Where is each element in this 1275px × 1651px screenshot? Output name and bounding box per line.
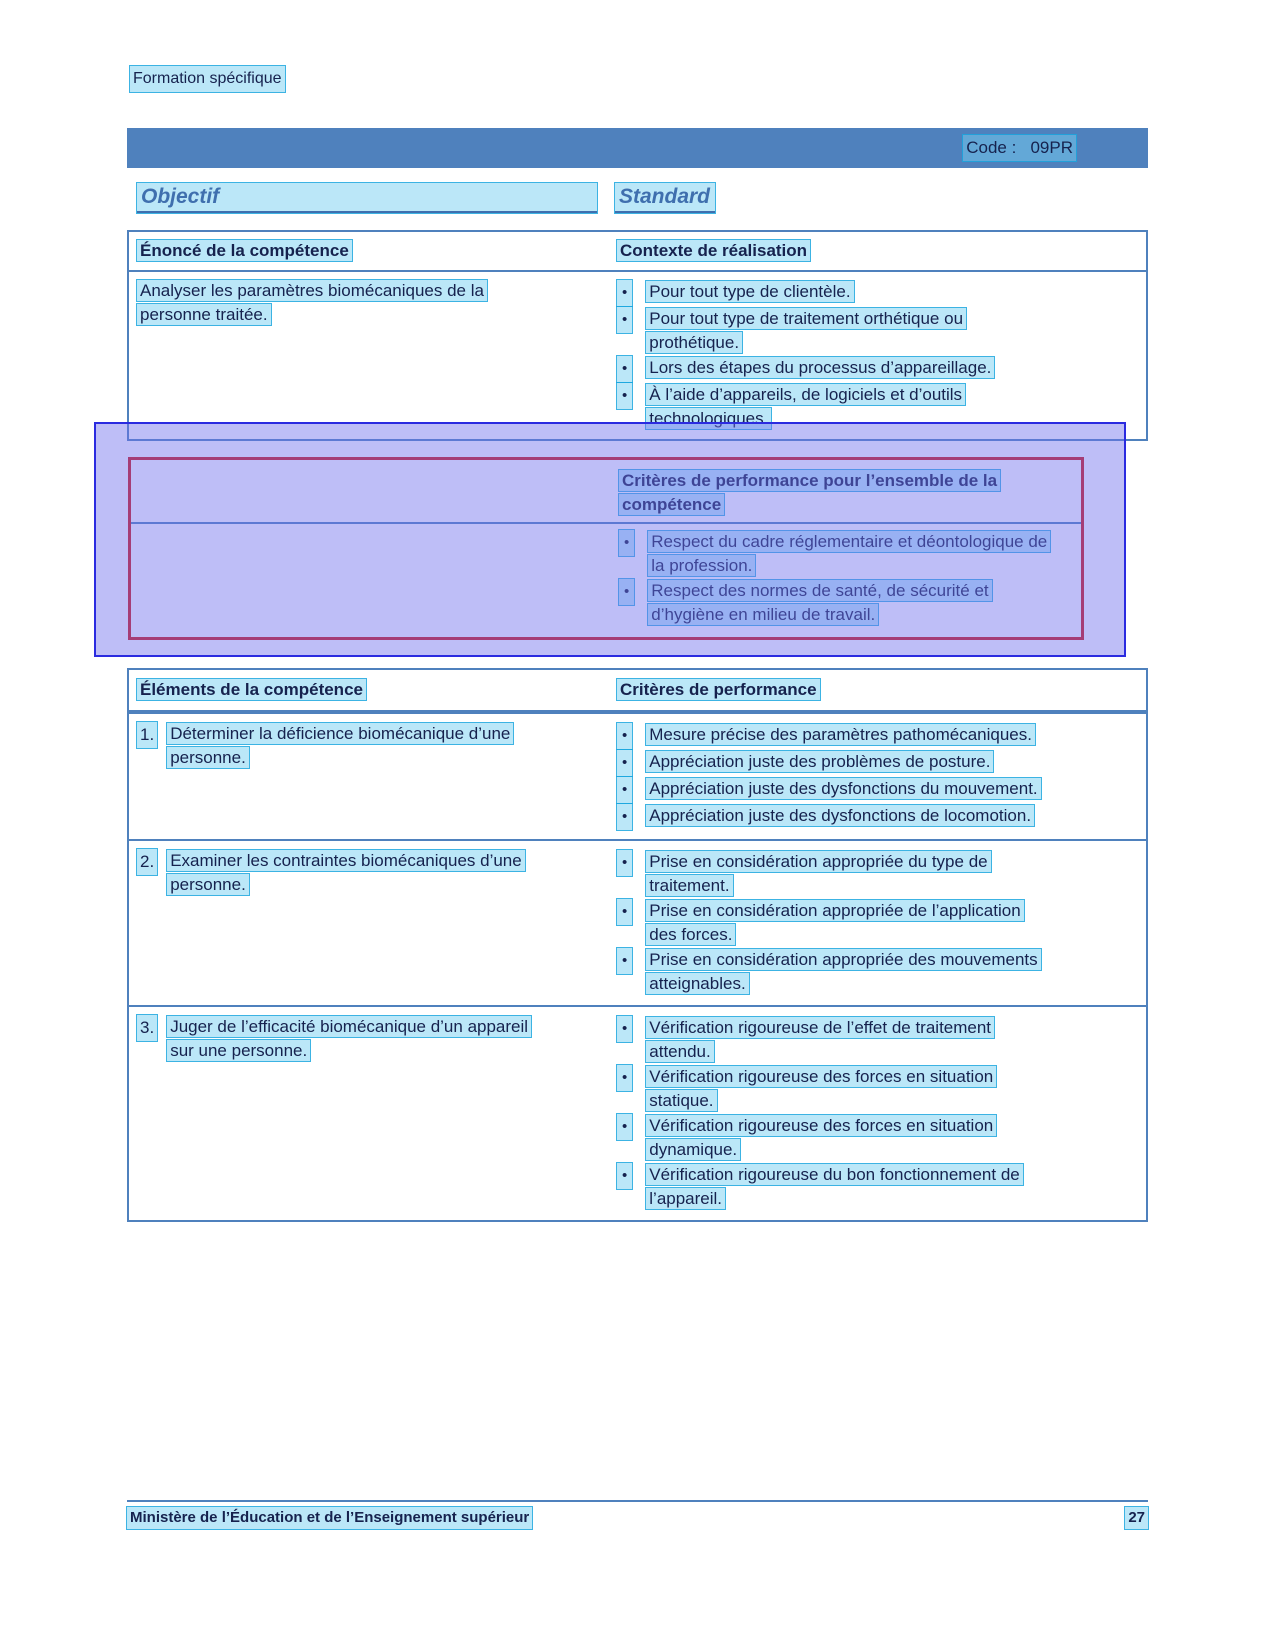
bullet-text: Lors des étapes du processus d’appareillage. (646, 357, 994, 378)
table-row (129, 1005, 1146, 1220)
bullet-icon: • (617, 1016, 632, 1042)
bullet-item (617, 723, 1138, 749)
bullet-icon: • (617, 804, 632, 830)
empty-cell (131, 460, 611, 522)
table-header-row (129, 670, 1146, 712)
item-number: 3. (137, 1015, 157, 1041)
enonce-header-label: Énoncé de la compétence (137, 240, 352, 261)
bullet-icon: • (619, 530, 634, 556)
bullet-item (617, 1065, 1138, 1113)
bullet-icon: • (617, 1065, 632, 1091)
bullet-icon: • (617, 1163, 632, 1189)
bullet-item (617, 777, 1138, 803)
bullet-icon: • (617, 307, 632, 333)
contexte-header-label: Contexte de réalisation (617, 240, 810, 261)
bullet-text: Vérification rigoureuse des forces en situation statique. (646, 1066, 996, 1111)
bullet-text: Pour tout type de traitement orthétique ou prothétique. (646, 308, 966, 353)
criteria-cell (609, 841, 1146, 1005)
bullet-item (619, 579, 1073, 627)
bullet-icon: • (617, 777, 632, 803)
bullet-text: Prise en considération appropriée de l’application des forces. (646, 900, 1023, 945)
criteria-header-label: Critères de performance pour l’ensemble de la compétence (619, 470, 1000, 515)
footer-ministry-label: Ministère de l’Éducation et de l’Enseignement supérieur (127, 1507, 532, 1529)
numbered-item (137, 849, 601, 897)
numbered-item (137, 722, 601, 770)
criteria-cell (609, 1007, 1146, 1220)
bullet-text: Appréciation juste des problèmes de posture. (646, 751, 993, 772)
bullet-text: Vérification rigoureuse des forces en situation dynamique. (646, 1115, 996, 1160)
bullet-item (617, 1163, 1138, 1211)
enonce-cell (129, 272, 609, 439)
header-cell-contexte (609, 232, 1146, 270)
bullet-item (619, 530, 1073, 578)
element-cell (129, 1007, 609, 1220)
competence-context-table (127, 230, 1148, 441)
criteria-body-row (131, 524, 1081, 637)
criteria-bullets-cell (611, 524, 1081, 637)
page-number: 27 (1125, 1507, 1148, 1529)
element-cell (129, 714, 609, 839)
bullet-text: Mesure précise des paramètres pathomécaniques. (646, 724, 1035, 745)
bullet-item (617, 1016, 1138, 1064)
bullet-icon: • (619, 579, 634, 605)
bullet-icon: • (617, 280, 632, 306)
title-banner (127, 128, 1148, 168)
bullet-icon: • (617, 356, 632, 382)
element-text: Déterminer la déficience biomécanique d’une personne. (167, 723, 513, 768)
criteria-header-cell (611, 460, 1081, 522)
header-cell-enonce (129, 232, 609, 270)
bullet-text: À l’aide d’appareils, de logiciels et d’outils technologiques. (646, 384, 965, 429)
bullet-text: Appréciation juste des dysfonctions de locomotion. (646, 805, 1034, 826)
criteria-header-row (131, 460, 1081, 524)
bullet-text: Pour tout type de clientèle. (646, 281, 853, 302)
criteria-ensemble-block (128, 457, 1084, 640)
item-number: 2. (137, 849, 157, 875)
bullet-item (617, 750, 1138, 776)
objectif-heading: Objectif (137, 183, 597, 213)
element-text: Examiner les contraintes biomécaniques d’une personne. (167, 850, 525, 895)
table-row (129, 839, 1146, 1005)
bullet-icon: • (617, 383, 632, 409)
bullet-item (617, 948, 1138, 996)
page-footer (127, 1500, 1148, 1529)
elements-criteria-table (127, 668, 1148, 1222)
numbered-item (137, 1015, 601, 1063)
element-text: Juger de l’efficacité biomécanique d’un appareil sur une personne. (167, 1016, 531, 1061)
enonce-text: Analyser les paramètres biomécaniques de la personne traitée. (137, 280, 487, 325)
document-content (127, 230, 1148, 1222)
bullet-item (617, 899, 1138, 947)
empty-cell (131, 524, 611, 637)
bullet-text: Vérification rigoureuse du bon fonctionnement de l’appareil. (646, 1164, 1022, 1209)
code-label: Code : 09PR (963, 135, 1076, 161)
bullet-item (617, 804, 1138, 830)
header-cell-elements (129, 670, 609, 710)
table-header-row (129, 232, 1146, 272)
standard-heading: Standard (615, 183, 715, 213)
bullet-text: Respect du cadre réglementaire et déontologique de la profession. (648, 531, 1050, 576)
bullet-text: Vérification rigoureuse de l’effet de traitement attendu. (646, 1017, 994, 1062)
bullet-item (617, 850, 1138, 898)
elements-header-label: Éléments de la compétence (137, 679, 366, 700)
bullet-item (617, 307, 1106, 355)
bullet-icon: • (617, 899, 632, 925)
bullet-text: Prise en considération appropriée des mouvements atteignables. (646, 949, 1040, 994)
section-label: Formation spécifique (130, 66, 285, 92)
table-body-row (129, 272, 1146, 439)
element-cell (129, 841, 609, 1005)
bullet-item (617, 356, 1106, 382)
bullet-icon: • (617, 1114, 632, 1140)
bullet-text: Appréciation juste des dysfonctions du mouvement. (646, 778, 1040, 799)
item-number: 1. (137, 722, 157, 748)
bullet-item (617, 1114, 1138, 1162)
bullet-text: Prise en considération appropriée du type de traitement. (646, 851, 990, 896)
bullet-item (617, 383, 1106, 431)
bullet-text: Respect des normes de santé, de sécurité et d’hygiène en milieu de travail. (648, 580, 991, 625)
bullet-icon: • (617, 750, 632, 776)
contexte-cell (609, 272, 1146, 439)
header-cell-criteres (609, 670, 1146, 710)
bullet-icon: • (617, 948, 632, 974)
table-row (129, 712, 1146, 839)
bullet-icon: • (617, 850, 632, 876)
criteria-cell (609, 714, 1146, 839)
criteres-header-label: Critères de performance (617, 679, 820, 700)
bullet-icon: • (617, 723, 632, 749)
section-headings (127, 183, 1148, 215)
bullet-item (617, 280, 1106, 306)
